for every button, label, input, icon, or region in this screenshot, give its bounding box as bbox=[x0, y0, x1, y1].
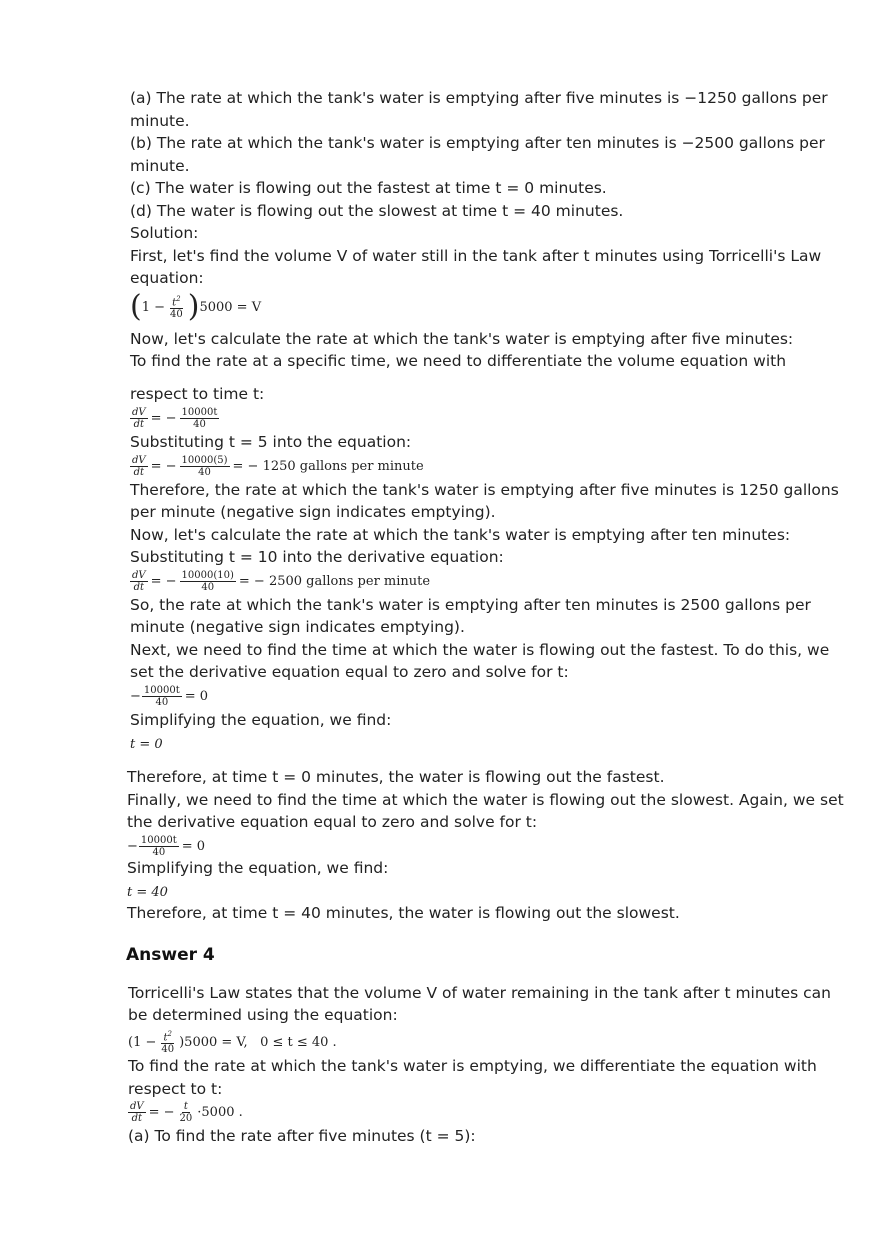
fraction: $\frac{t^2}{40}$ bbox=[170, 294, 183, 321]
text-line: Therefore, at time t = 40 minutes, the water is flowing out the slowest. bbox=[127, 904, 680, 922]
eq-part: 40 bbox=[170, 309, 183, 321]
fraction bbox=[130, 570, 148, 593]
rate-ten-equation bbox=[130, 567, 430, 595]
text-line: First, let's find the volume V of water still in the tank after t minutes using Torricelli's Law bbox=[130, 247, 822, 265]
t-zero-equation: t = 0 bbox=[130, 736, 163, 752]
eq-part: 20 bbox=[179, 1112, 193, 1124]
fraction bbox=[128, 1101, 146, 1124]
torricelli-equation bbox=[128, 1027, 337, 1057]
eq-part: ·5000 . bbox=[197, 1104, 243, 1120]
text-line: Therefore, at time t = 0 minutes, the water is flowing out the fastest. bbox=[127, 768, 665, 786]
fraction bbox=[142, 685, 182, 708]
fraction bbox=[180, 455, 230, 478]
text-line: To find the rate at which the tank's water is emptying, we differentiate the equation with bbox=[128, 1057, 817, 1075]
text-line: the derivative equation equal to zero and solve for t: bbox=[127, 813, 538, 831]
text-line: (b) The rate at which the tank's water is emptying after ten minutes is −2500 gallons per bbox=[130, 134, 825, 152]
text-line: equation: bbox=[130, 269, 204, 287]
eq-part: 40 bbox=[161, 1044, 175, 1056]
derivative-equation bbox=[130, 404, 222, 432]
eq-part: (1 − bbox=[128, 1034, 157, 1050]
eq-part: 1 − bbox=[141, 299, 166, 315]
text-line: minute. bbox=[130, 157, 190, 175]
text-line: Torricelli's Law states that the volume V of water remaining in the tank after t minutes can bbox=[128, 984, 831, 1002]
text-line: minute. bbox=[130, 112, 190, 130]
eq-part: 40 bbox=[193, 418, 206, 430]
eq-part: dV bbox=[132, 569, 146, 581]
eq-part: t bbox=[183, 1100, 188, 1112]
eq-part: t bbox=[163, 1032, 168, 1044]
eq-part: = 0 bbox=[181, 838, 206, 854]
text-line: minute (negative sign indicates emptying). bbox=[130, 618, 465, 636]
eq-part: 10000t bbox=[143, 684, 180, 696]
text-line: Simplifying the equation, we find: bbox=[127, 859, 389, 877]
eq-part: dV bbox=[132, 454, 146, 466]
t-forty-equation: t = 40 bbox=[127, 884, 168, 900]
text-line: respect to t: bbox=[128, 1080, 223, 1098]
eq-part: 40 bbox=[155, 696, 169, 708]
eq-part: dV bbox=[132, 406, 146, 418]
eq-part: 40 bbox=[152, 846, 166, 858]
text-line: (c) The water is flowing out the fastest at time t = 0 minutes. bbox=[130, 179, 607, 197]
fraction bbox=[180, 407, 220, 430]
eq-part: t bbox=[172, 297, 177, 309]
eq-part: = − bbox=[150, 410, 177, 426]
zero-equation bbox=[130, 682, 208, 710]
eq-part: 10000(10) bbox=[181, 569, 234, 581]
eq-part: dt bbox=[131, 1112, 143, 1124]
text-line: respect to time t: bbox=[130, 385, 265, 403]
eq-part: 10000(5) bbox=[181, 454, 228, 466]
eq-part: 40 bbox=[198, 466, 211, 478]
text-line: Finally, we need to find the time at which the water is flowing out the slowest. Again, we set bbox=[127, 791, 844, 809]
text-line: Substituting t = 10 into the derivative equation: bbox=[130, 548, 504, 566]
eq-part: = 0 bbox=[184, 688, 209, 704]
volume-equation: ( 1 − $\frac{t^2}{40}$ ) 5000 = V bbox=[130, 289, 262, 324]
text-line: set the derivative equation equal to zero and solve for t: bbox=[130, 663, 569, 681]
eq-part: − bbox=[130, 688, 141, 704]
text-line: be determined using the equation: bbox=[128, 1006, 398, 1024]
fraction bbox=[130, 407, 148, 430]
eq-part: 5000 = V bbox=[199, 299, 262, 315]
text-line: Therefore, the rate at which the tank's water is emptying after five minutes is 1250 gallons bbox=[130, 481, 839, 499]
text-line: To find the rate at a specific time, we need to differentiate the volume equation with bbox=[130, 352, 787, 370]
eq-part: 40 bbox=[201, 581, 215, 593]
eq-part: dt bbox=[133, 581, 145, 593]
eq-part: = − bbox=[150, 458, 177, 474]
text-line: Now, let's calculate the rate at which the tank's water is emptying after ten minutes: bbox=[130, 526, 791, 544]
eq-part: − bbox=[127, 838, 138, 854]
fraction bbox=[180, 570, 236, 593]
text-line: Simplifying the equation, we find: bbox=[130, 711, 392, 729]
eq-part: )5000 = V, 0 ≤ t ≤ 40 . bbox=[179, 1034, 337, 1050]
derivative-equation bbox=[128, 1098, 243, 1126]
eq-part: 10000t bbox=[181, 406, 218, 418]
text-line: per minute (negative sign indicates emptying). bbox=[130, 503, 496, 521]
fraction bbox=[178, 1101, 195, 1124]
eq-part: dt bbox=[133, 418, 145, 430]
answer-heading: Answer 4 bbox=[126, 945, 215, 965]
eq-part: dt bbox=[133, 466, 145, 478]
text-line: Substituting t = 5 into the equation: bbox=[130, 433, 412, 451]
text-line: (a) The rate at which the tank's water is emptying after five minutes is −1250 gallons per bbox=[130, 89, 828, 107]
text-line: (a) To find the rate after five minutes (t = 5): bbox=[128, 1127, 476, 1145]
text-line: Solution: bbox=[130, 224, 199, 242]
eq-part: 10000t bbox=[140, 834, 177, 846]
eq-part: = − bbox=[148, 1104, 175, 1120]
text-line: Now, let's calculate the rate at which the tank's water is emptying after five minutes: bbox=[130, 330, 794, 348]
fraction bbox=[139, 835, 179, 858]
fraction bbox=[130, 455, 148, 478]
text-line: (d) The water is flowing out the slowest at time t = 40 minutes. bbox=[130, 202, 624, 220]
text-line: Next, we need to find the time at which the water is flowing out the fastest. To do this, we bbox=[130, 641, 830, 659]
fraction: $\frac{t^2}{40}$ bbox=[161, 1029, 175, 1056]
eq-part: = − bbox=[150, 573, 177, 589]
eq-part: = − 2500 gallons per minute bbox=[238, 573, 431, 589]
eq-part: dV bbox=[130, 1100, 144, 1112]
eq-part: = − 1250 gallons per minute bbox=[232, 458, 424, 474]
rate-five-equation bbox=[130, 452, 424, 480]
text-line: So, the rate at which the tank's water is emptying after ten minutes is 2500 gallons per bbox=[130, 596, 811, 614]
zero-equation bbox=[127, 832, 205, 860]
